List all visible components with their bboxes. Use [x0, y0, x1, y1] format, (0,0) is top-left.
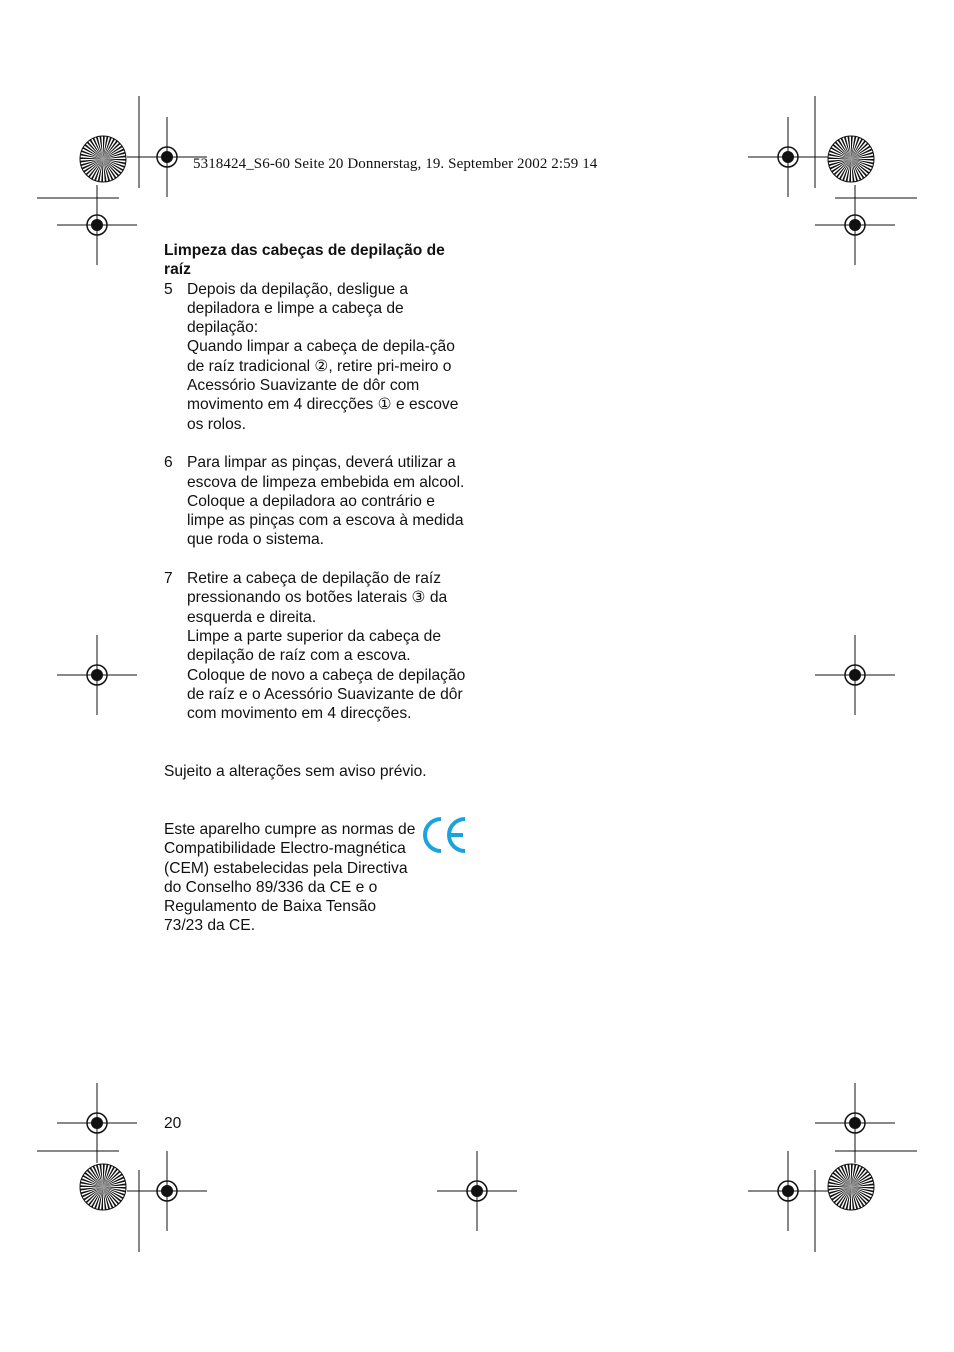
step-number: 5	[164, 280, 173, 298]
ce-mark-icon	[423, 815, 469, 855]
main-content	[164, 241, 474, 936]
step-paragraph: Para limpar as pinças, deverá utilizar a escova de limpeza embebida em alcool. Coloque a depiladora ao contrário e limpe as pinças com a escova à medida que roda o sistema.	[187, 454, 465, 549]
step-number: 7	[164, 570, 173, 588]
step-paragraph: Quando limpar a cabeça de depila-ção de raíz tradicional ②, retire pri-meiro o Acessório Suavizante de dôr com movimento em 4 direcções ① e escove os rolos.	[187, 338, 459, 433]
step-paragraph: Coloque de novo a cabeça de depilação de raíz e o Acessório Suavizante de dôr com movimento em 4 direcções.	[187, 666, 466, 723]
step-7	[164, 569, 474, 723]
step-paragraph: Limpe a parte superior da cabeça de depilação de raíz com a escova.	[187, 627, 441, 665]
step-paragraph: Depois da depilação, desligue a depiladora e limpe a cabeça de depilação:	[187, 280, 409, 337]
page-number: 20	[164, 1115, 182, 1132]
step-6	[164, 453, 474, 549]
step-paragraph: Retire a cabeça de depilação de raíz pressionando os botões laterais ③ da esquerda e direita.	[187, 570, 448, 626]
compliance-block	[164, 820, 474, 936]
compliance-text: Este aparelho cumpre as normas de Compatibilidade Electro-magnética (CEM) estabelecidas pela Directiva do Conselho 89/336 da CE e o Regulamento de Baixa Tensão 73/23 da CE.	[164, 820, 416, 935]
step-number: 6	[164, 454, 173, 472]
step-5	[164, 280, 474, 434]
print-slug-line: 5318424_S6-60 Seite 20 Donnerstag, 19. September 2002 2:59 14	[193, 156, 598, 172]
change-notice: Sujeito a alterações sem aviso prévio.	[164, 763, 427, 781]
section-heading: Limpeza das cabeças de depilação de raíz	[164, 242, 445, 279]
